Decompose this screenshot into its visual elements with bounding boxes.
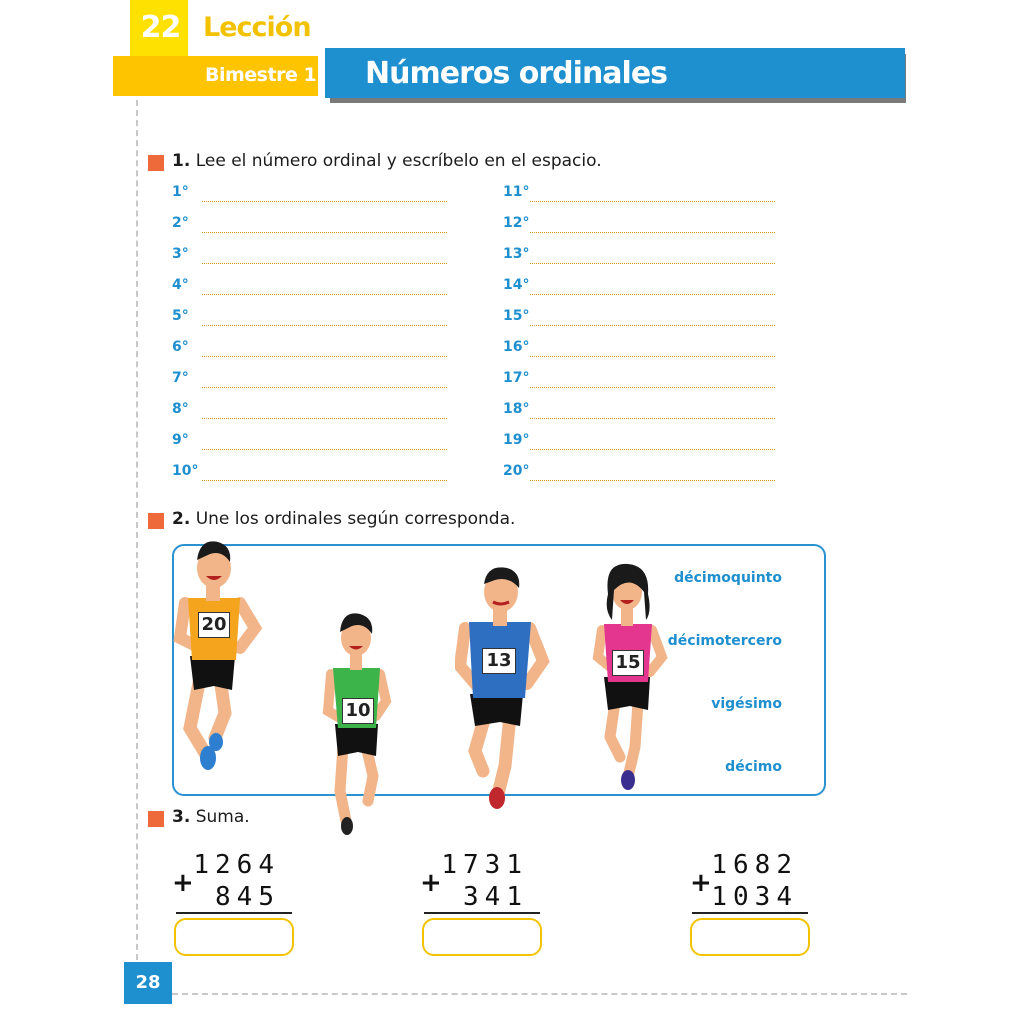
ordinal-label-12: 12° <box>503 215 530 231</box>
ordinal-answer-line-16[interactable] <box>530 356 775 357</box>
ordinal-answer-line-6[interactable] <box>202 356 447 357</box>
ordinal-label-20: 20° <box>503 463 530 479</box>
ordinal-label-10: 10° <box>172 463 199 479</box>
ordinal-answer-line-17[interactable] <box>530 387 775 388</box>
ordinal-label-9: 9° <box>172 432 189 448</box>
ordinal-label-18: 18° <box>503 401 530 417</box>
ordinal-answer-line-12[interactable] <box>530 232 775 233</box>
sum-2-top: 1731 <box>441 850 528 880</box>
ordinal-label-3: 3° <box>172 246 189 262</box>
match-word-3[interactable]: vigésimo <box>711 696 782 712</box>
ordinal-label-5: 5° <box>172 308 189 324</box>
ordinal-label-7: 7° <box>172 370 189 386</box>
match-word-2[interactable]: décimotercero <box>667 633 782 649</box>
runner-orange[interactable] <box>170 538 270 773</box>
sum-1-bottom: 845 <box>215 882 280 912</box>
bimestre-label: Bimestre 1 <box>205 64 317 86</box>
exercise-3-number: 3. <box>172 807 191 827</box>
ordinal-label-17: 17° <box>503 370 530 386</box>
lesson-label: Lección <box>203 12 311 43</box>
bullet-square-3 <box>148 811 164 827</box>
exercise-2-number: 2. <box>172 509 191 529</box>
sum-3-line <box>692 912 808 914</box>
ordinal-answer-line-3[interactable] <box>202 263 447 264</box>
ordinal-label-14: 14° <box>503 277 530 293</box>
bullet-square-1 <box>148 155 164 171</box>
sum-2-answer-box[interactable] <box>422 918 542 956</box>
sum-1-answer-box[interactable] <box>174 918 294 956</box>
sum-3-plus: + <box>690 868 712 898</box>
ordinal-answer-line-5[interactable] <box>202 325 447 326</box>
ordinal-answer-line-13[interactable] <box>530 263 775 264</box>
runner-pink[interactable] <box>590 562 675 792</box>
exercise-3-text: Suma. <box>195 807 250 827</box>
ordinal-label-19: 19° <box>503 432 530 448</box>
ordinal-label-1: 1° <box>172 184 189 200</box>
ordinal-answer-line-14[interactable] <box>530 294 775 295</box>
lesson-number: 22 <box>140 10 181 45</box>
bib-15: 15 <box>612 650 644 676</box>
bib-13: 13 <box>482 648 516 674</box>
ordinal-label-16: 16° <box>503 339 530 355</box>
ordinal-label-8: 8° <box>172 401 189 417</box>
sum-3-answer-box[interactable] <box>690 918 810 956</box>
ordinal-label-2: 2° <box>172 215 189 231</box>
ordinal-label-15: 15° <box>503 308 530 324</box>
exercise-2-instruction <box>172 509 515 529</box>
sum-2-line <box>424 912 540 914</box>
exercise-3-instruction <box>172 807 250 827</box>
exercise-2-text: Une los ordinales según corresponda. <box>195 509 516 529</box>
sum-1-line <box>176 912 292 914</box>
sum-2-plus: + <box>420 868 442 898</box>
match-word-1[interactable]: décimoquinto <box>674 570 782 586</box>
page-number: 28 <box>124 962 172 1004</box>
match-word-4[interactable]: décimo <box>725 759 782 775</box>
ordinal-answer-line-8[interactable] <box>202 418 447 419</box>
ordinal-label-4: 4° <box>172 277 189 293</box>
margin-line-horizontal <box>172 993 907 995</box>
ordinal-answer-line-1[interactable] <box>202 201 447 202</box>
ordinal-label-6: 6° <box>172 339 189 355</box>
sum-3-top: 1682 <box>711 850 798 880</box>
sum-1-plus: + <box>172 868 194 898</box>
sum-1-top: 1264 <box>193 850 280 880</box>
ordinal-answer-line-15[interactable] <box>530 325 775 326</box>
bullet-square-2 <box>148 513 164 529</box>
exercise-1-text: Lee el número ordinal y escríbelo en el espacio. <box>195 151 602 171</box>
ordinal-answer-line-11[interactable] <box>530 201 775 202</box>
runner-blue[interactable] <box>455 566 555 811</box>
ordinal-answer-line-4[interactable] <box>202 294 447 295</box>
ordinal-label-13: 13° <box>503 246 530 262</box>
sum-3-bottom: 1034 <box>711 882 798 912</box>
bib-20: 20 <box>198 612 230 638</box>
ordinal-answer-line-18[interactable] <box>530 418 775 419</box>
exercise-1-number: 1. <box>172 151 191 171</box>
ordinal-label-11: 11° <box>503 184 530 200</box>
ordinal-answer-line-20[interactable] <box>530 480 775 481</box>
sum-2-bottom: 341 <box>463 882 528 912</box>
margin-line-vertical <box>136 100 138 970</box>
ordinal-answer-line-7[interactable] <box>202 387 447 388</box>
ordinal-answer-line-19[interactable] <box>530 449 775 450</box>
page-title: Números ordinales <box>365 56 668 91</box>
ordinal-answer-line-9[interactable] <box>202 449 447 450</box>
bib-10: 10 <box>342 698 374 724</box>
exercise-1-instruction <box>172 151 602 171</box>
ordinal-answer-line-10[interactable] <box>202 480 447 481</box>
ordinal-answer-line-2[interactable] <box>202 232 447 233</box>
